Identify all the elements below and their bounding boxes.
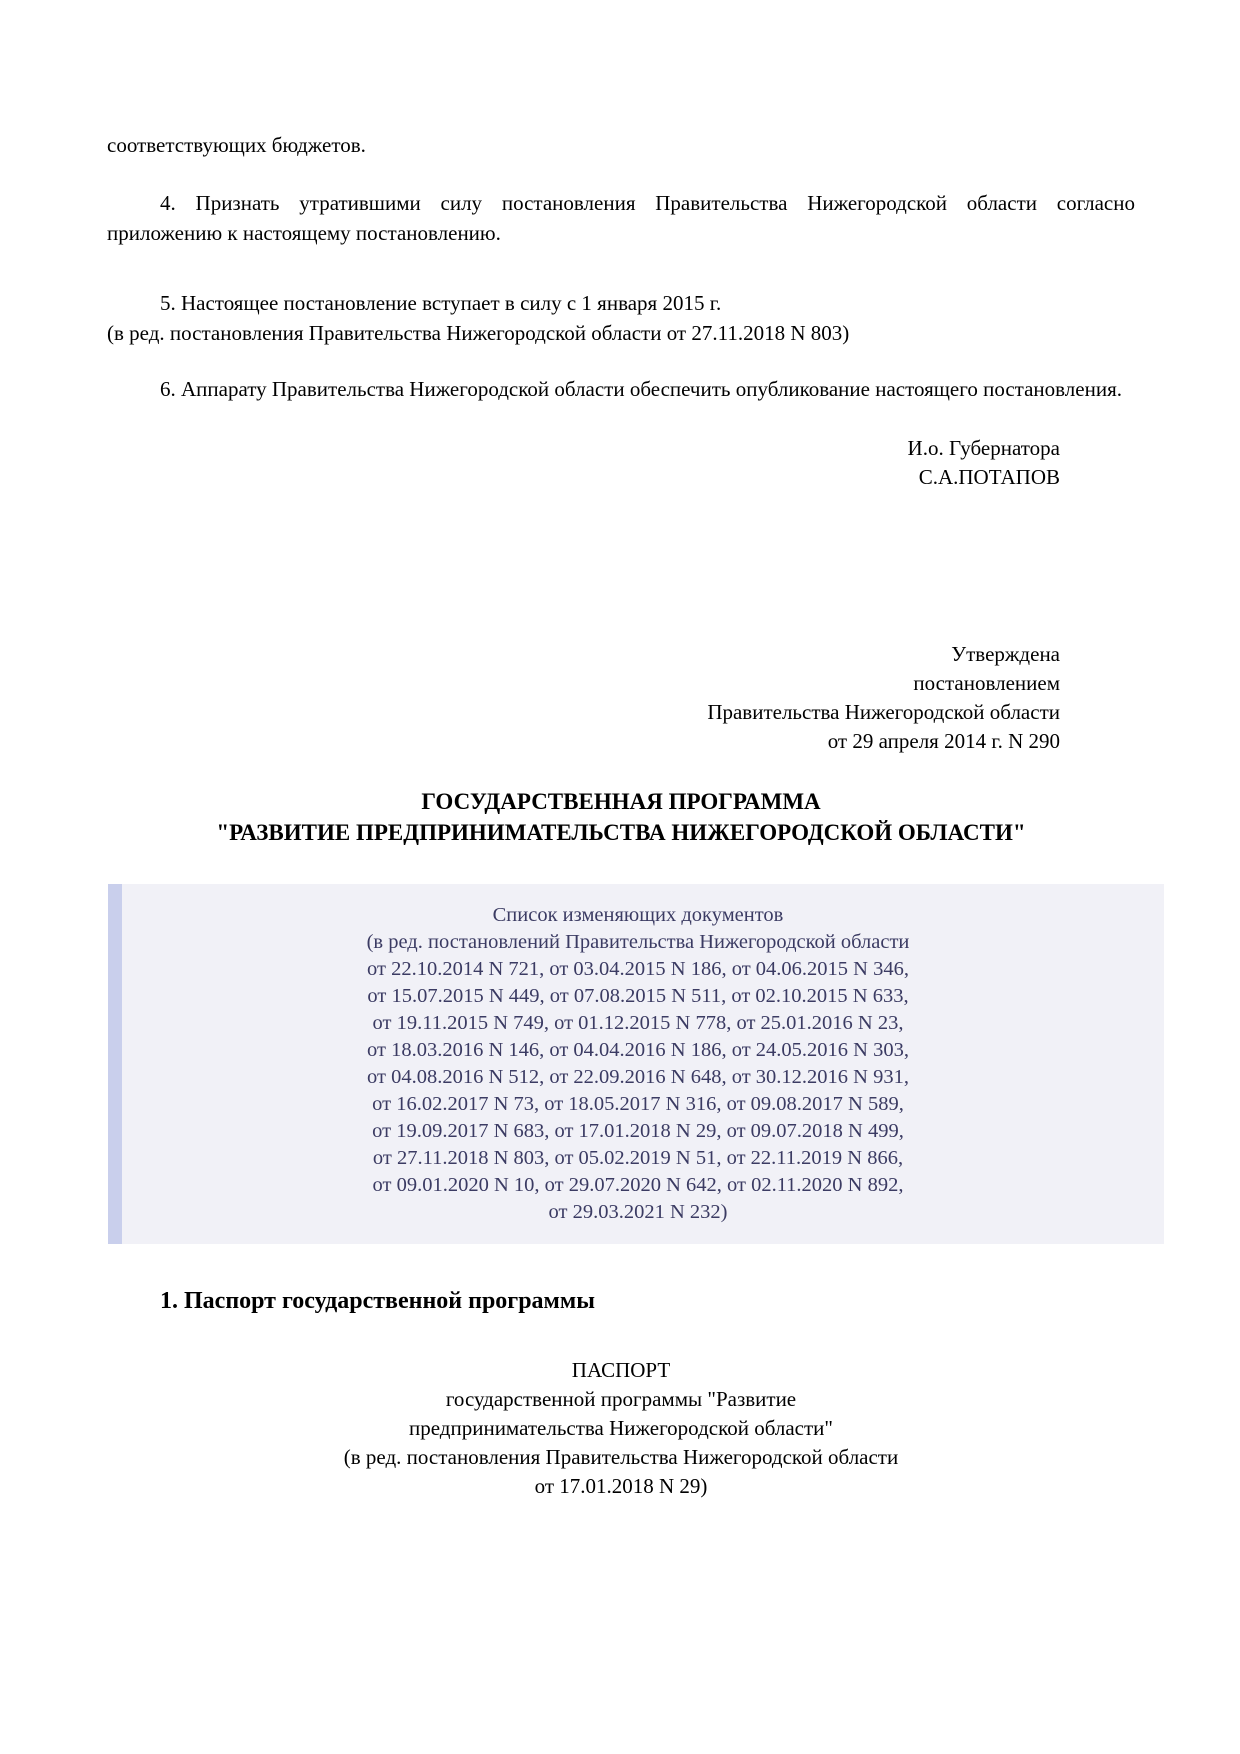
approval-line: постановлением (913, 671, 1060, 695)
paragraph-item-4: 4. Признать утратившими силу постановления Правительства Нижегородской области согласно приложению к настоящему постановлению. (107, 191, 1135, 245)
passport-title: ПАСПОРТ (571, 1358, 671, 1382)
paragraph-intro-tail: соответствующих бюджетов. (107, 133, 366, 157)
amendments-line: от 29.03.2021 N 232) (548, 1201, 728, 1223)
document-content-lower (0, 1286, 1240, 1501)
passport-block (107, 1356, 1135, 1501)
document-content (0, 0, 1240, 848)
amendments-line: (в ред. постановлений Правительства Нижегородской области (366, 931, 910, 953)
amendments-line: от 15.07.2015 N 449, от 07.08.2015 N 511, от 02.10.2015 N 633, (367, 985, 909, 1007)
amendments-line: от 09.01.2020 N 10, от 29.07.2020 N 642, от 02.11.2020 N 892, (372, 1174, 904, 1196)
passport-line: государственной программы "Развитие (445, 1387, 797, 1411)
amendments-line: от 19.11.2015 N 749, от 01.12.2015 N 778, от 25.01.2016 N 23, (372, 1012, 904, 1034)
paragraph-item-5-group (107, 288, 1135, 348)
program-title (107, 786, 1135, 848)
program-title-line-1: ГОСУДАРСТВЕННАЯ ПРОГРАММА (421, 789, 821, 814)
amendments-line: от 18.03.2016 N 146, от 04.04.2016 N 186, от 24.05.2016 N 303, (367, 1039, 909, 1061)
amendments-box (108, 884, 1164, 1244)
approval-line: Утверждена (951, 642, 1060, 666)
approval-block (107, 640, 1135, 756)
signature-role: И.о. Губернатора (907, 436, 1060, 460)
program-title-line-2: "РАЗВИТИЕ ПРЕДПРИНИМАТЕЛЬСТВА НИЖЕГОРОДСКОЙ ОБЛАСТИ" (216, 820, 1026, 845)
signature-name: С.А.ПОТАПОВ (918, 465, 1060, 489)
amendments-line: от 16.02.2017 N 73, от 18.05.2017 N 316, от 09.08.2017 N 589, (372, 1093, 904, 1115)
section-1-heading: 1. Паспорт государственной программы (160, 1288, 595, 1314)
amendments-line: от 27.11.2018 N 803, от 05.02.2019 N 51, от 22.11.2019 N 866, (372, 1147, 904, 1169)
passport-line: от 17.01.2018 N 29) (534, 1474, 708, 1498)
amendments-line: от 04.08.2016 N 512, от 22.09.2016 N 648, от 30.12.2016 N 931, (367, 1066, 909, 1088)
paragraph-item-5: 5. Настоящее постановление вступает в силу с 1 января 2015 г. (160, 291, 722, 315)
amendments-line: от 19.09.2017 N 683, от 17.01.2018 N 29, от 09.07.2018 N 499, (372, 1120, 904, 1142)
paragraph-item-5-edition-note: (в ред. постановления Правительства Нижегородской области от 27.11.2018 N 803) (107, 321, 850, 345)
approval-line: от 29 апреля 2014 г. N 290 (827, 729, 1060, 753)
paragraph-item-6: 6. Аппарату Правительства Нижегородской области обеспечить опубликование настоящего постановления. (160, 377, 1122, 401)
amendments-line: от 22.10.2014 N 721, от 03.04.2015 N 186, от 04.06.2015 N 346, (367, 958, 909, 980)
amendments-box-title: Список изменяющих документов (492, 904, 784, 926)
passport-line: (в ред. постановления Правительства Нижегородской области (343, 1445, 899, 1469)
passport-line: предпринимательства Нижегородской области" (409, 1416, 833, 1440)
signature-block (107, 434, 1135, 492)
approval-line: Правительства Нижегородской области (707, 700, 1060, 724)
